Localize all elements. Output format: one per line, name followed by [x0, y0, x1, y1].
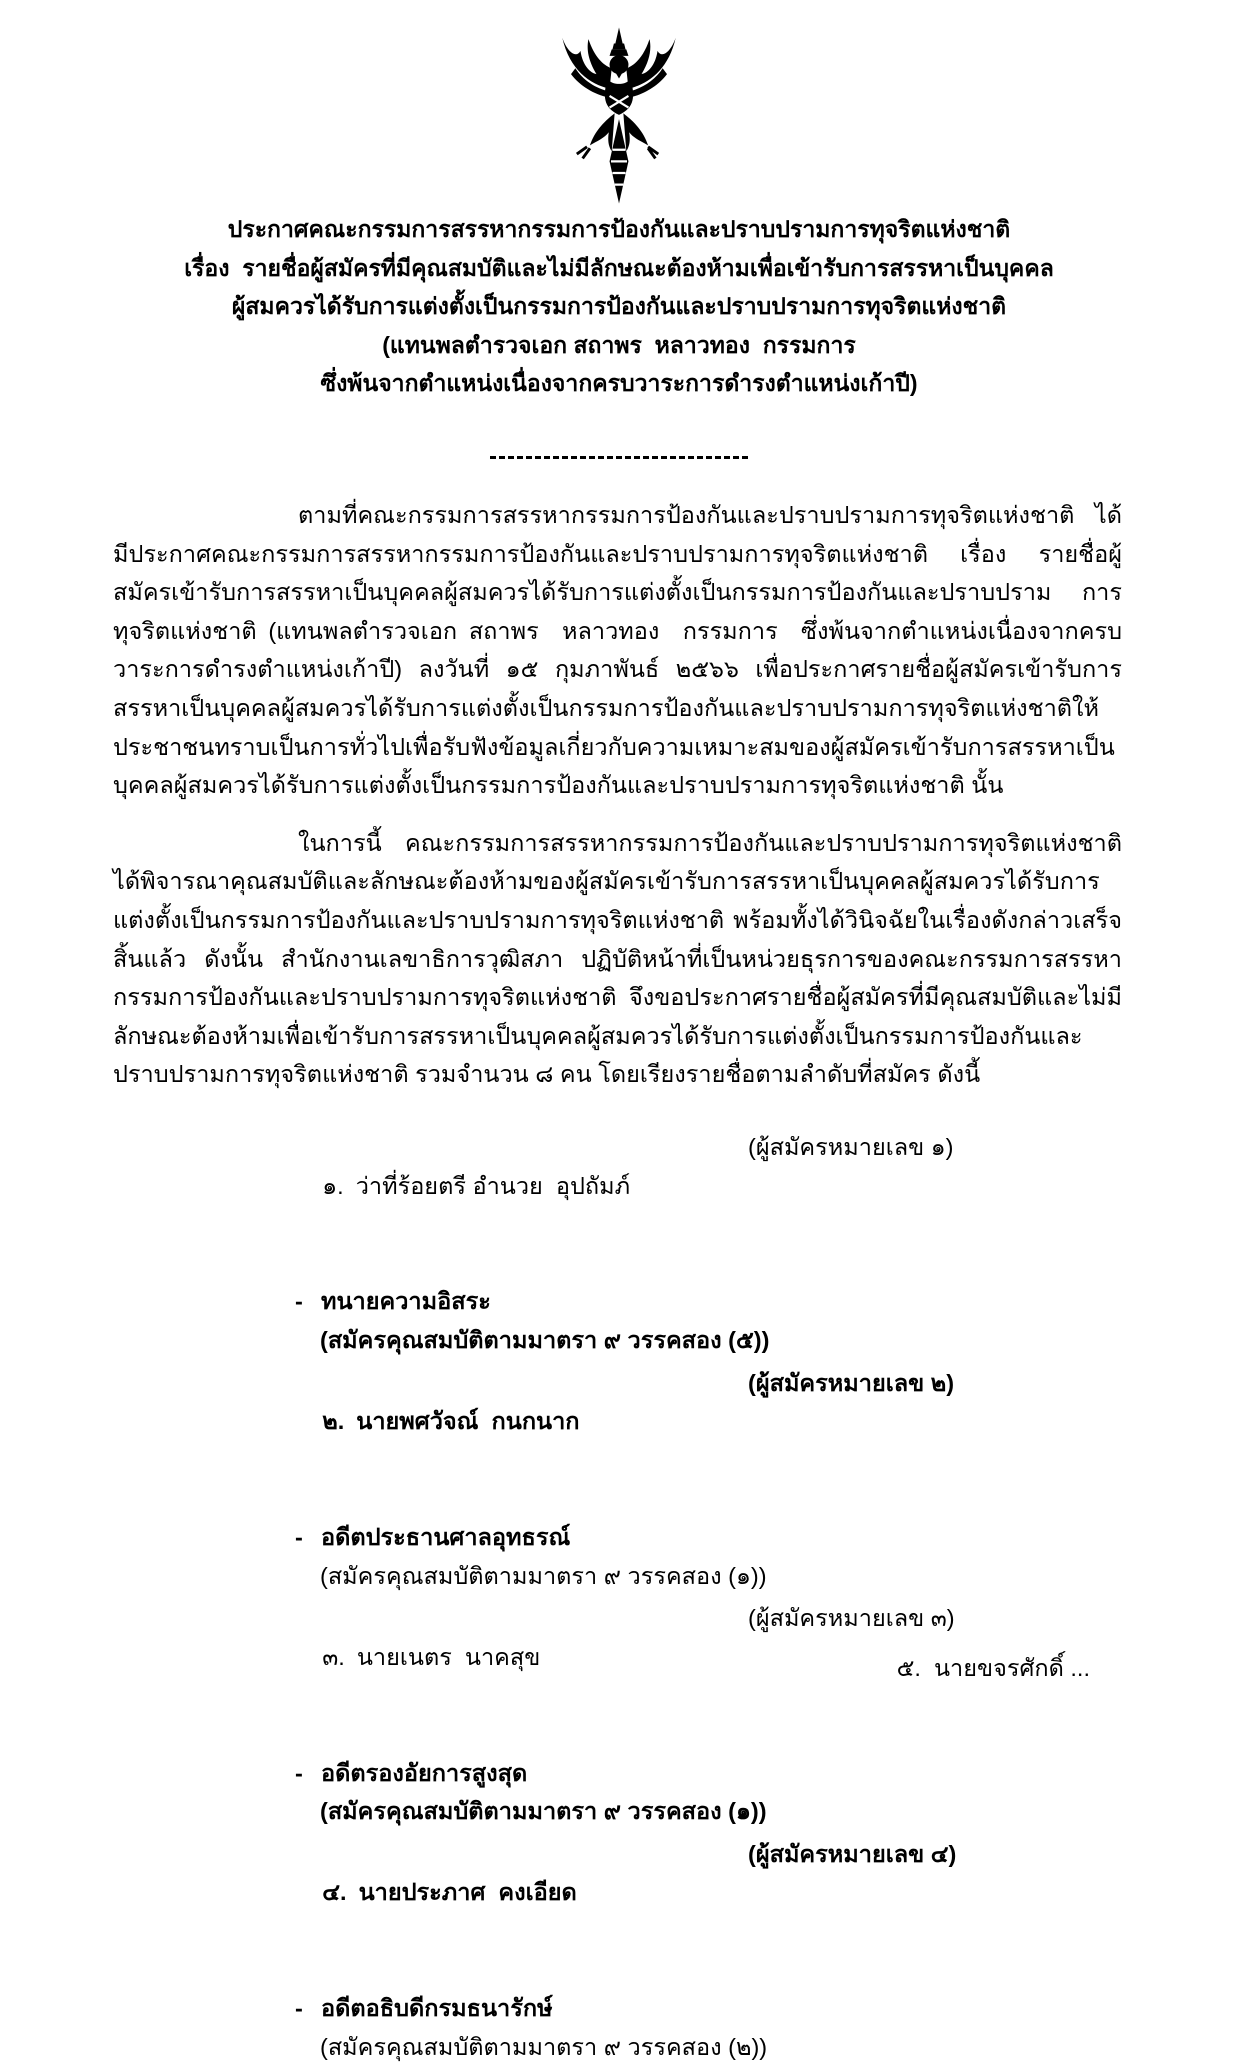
candidate-number: ๓.	[322, 1643, 345, 1670]
candidate-label: (ผู้สมัครหมายเลข ๔)	[748, 1840, 957, 1867]
candidate-qualification: (สมัครคุณสมบัติตามมาตรา ๙ วรรคสอง (๑))	[320, 1798, 767, 1825]
candidate-qualification: (สมัครคุณสมบัติตามมาตรา ๙ วรรคสอง (๑))	[320, 1562, 767, 1589]
candidate-row	[113, 1128, 1122, 1282]
candidate-position-row	[113, 1518, 1122, 1557]
candidate-name: นายพศวัจณ์ กนกนาก	[356, 1408, 580, 1435]
candidate-position-row	[113, 1989, 1122, 2028]
candidate-number: ๑.	[322, 1172, 344, 1199]
candidate-qualification: (สมัครคุณสมบัติตามมาตรา ๙ วรรคสอง (๕))	[320, 1326, 770, 1353]
candidate-label: (ผู้สมัครหมายเลข ๓)	[748, 1605, 955, 1632]
paragraph-2: ในการนี้ คณะกรรมการสรรหากรรมการป้องกันและปราบปรามการทุจริตแห่งชาติ ได้พิจารณาคุณสมบัติและลักษณะต้องห้ามของผู้สมัครเข้ารับการสรรหาเป็นบุคคลผู้สมควรได้รับการแต่งตั้งเป็นกรรมการป้องกันและปราบปรามการทุจริตแห่งชาติ พร้อมทั้งได้วินิจฉัยในเรื่องดังกล่าวเสร็จสิ้นแล้ว ดังนั้น สำนักงานเลขาธิการวุฒิสภา ปฏิบัติหน้าที่เป็นหน่วยธุรการของคณะกรรมการสรรหากรรมการป้องกันและปราบปรามการทุจริตแห่งชาติ จึงขอประกาศรายชื่อผู้สมัครที่มีคุณสมบัติและไม่มีลักษณะต้องห้ามเพื่อเข้ารับการสรรหาเป็นบุคคลผู้สมควรได้รับการแต่งตั้งเป็นกรรมการป้องกันและปราบปรามการทุจริตแห่งชาติ รวมจำนวน ๘ คน โดยเรียงรายชื่อตามลำดับที่สมัคร ดังนี้	[113, 829, 1129, 1088]
candidate-item-1	[113, 1128, 1122, 1360]
title-line-5: ซึ่งพ้นจากตำแหน่งเนื่องจากครบวาระการดำรงตำแหน่งเก้าปี)	[320, 370, 918, 396]
body-text	[113, 496, 1129, 1094]
paragraph-1: ตามที่คณะกรรมการสรรหากรรมการป้องกันและปราบปรามการทุจริตแห่งชาติ ได้มีประกาศคณะกรรมการสรรหากรรมการป้องกันและปราบปรามการทุจริตแห่งชาติ เรื่อง รายชื่อผู้สมัครเข้ารับการสรรหาเป็นบุคคลผู้สมควรได้รับการแต่งตั้งเป็นกรรมการป้องกันและปราบปราม การทุจริตแห่งชาติ (แทนพลตำรวจเอก สถาพร หลาวทอง กรรมการ ซึ่งพ้นจากตำแหน่งเนื่องจากครบวาระการดำรงตำแหน่งเก้าปี) ลงวันที่ ๑๕ กุมภาพันธ์ ๒๕๖๖ เพื่อประกาศรายชื่อผู้สมัครเข้ารับการสรรหาเป็นบุคคลผู้สมควรได้รับการแต่งตั้งเป็นกรรมการป้องกันและปราบปรามการทุจริตแห่งชาติให้ประชาชนทราบเป็นการทั่วไปเพื่อรับฟังข้อมูลเกี่ยวกับความเหมาะสมของผู้สมัครเข้ารับการสรรหาเป็นบุคคลผู้สมควรได้รับการแต่งตั้งเป็นกรรมการป้องกันและปราบปรามการทุจริตแห่งชาติ นั้น	[113, 502, 1122, 799]
candidate-position-row	[113, 1282, 1122, 1321]
candidate-item-2	[113, 1364, 1122, 1596]
candidate-item-3	[113, 1599, 1122, 1831]
candidate-label: (ผู้สมัครหมายเลข ๒)	[748, 1369, 955, 1396]
candidate-name: นายประภาศ คงเอียด	[358, 1879, 577, 1906]
candidate-row	[113, 1835, 1122, 1989]
continuation-marker: ๕. นายขจรศักดิ์ ...	[896, 1655, 1090, 1681]
candidate-label: (ผู้สมัครหมายเลข ๑)	[748, 1134, 954, 1160]
candidate-position: อดีตรองอัยการสูงสุด	[321, 1759, 528, 1786]
candidate-position: ทนายความอิสระ	[321, 1288, 491, 1315]
garuda-emblem	[539, 26, 699, 208]
title-line-2: เรื่อง รายชื่อผู้สมัครที่มีคุณสมบัติและไม่มีลักษณะต้องห้ามเพื่อเข้ารับการสรรหาเป็นบุคคล	[184, 254, 1054, 281]
dash-bullet: -	[295, 1759, 303, 1786]
separator-line	[490, 456, 748, 459]
candidate-list	[113, 1128, 1122, 2070]
candidate-number: ๒.	[322, 1408, 345, 1435]
candidate-item-4	[113, 1835, 1122, 2067]
title-line-3: ผู้สมควรได้รับการแต่งตั้งเป็นกรรมการป้องกันและปราบปรามการทุจริตแห่งชาติ	[231, 293, 1007, 319]
title-block	[0, 210, 1238, 403]
candidate-position-row	[113, 1754, 1122, 1793]
candidate-position: อดีตอธิบดีกรมธนารักษ์	[321, 1995, 553, 2022]
candidate-number: ๔.	[322, 1879, 347, 1906]
candidate-row	[113, 1364, 1122, 1518]
candidate-qualification: (สมัครคุณสมบัติตามมาตรา ๙ วรรคสอง (๒))	[320, 2033, 768, 2060]
dash-bullet: -	[295, 1288, 303, 1315]
candidate-name: ว่าที่ร้อยตรี อำนวย อุปถัมภ์	[355, 1172, 631, 1199]
title-line-4: (แทนพลตำรวจเอก สถาพร หลาวทอง กรรมการ	[382, 331, 856, 358]
dash-bullet: -	[295, 1995, 303, 2022]
title-line-1: ประกาศคณะกรรมการสรรหากรรมการป้องกันและปราบปรามการทุจริตแห่งชาติ	[227, 216, 1011, 242]
candidate-position: อดีตประธานศาลอุทธรณ์	[321, 1523, 571, 1550]
dash-bullet: -	[295, 1523, 303, 1550]
candidate-name: นายเนตร นาคสุข	[356, 1643, 541, 1670]
